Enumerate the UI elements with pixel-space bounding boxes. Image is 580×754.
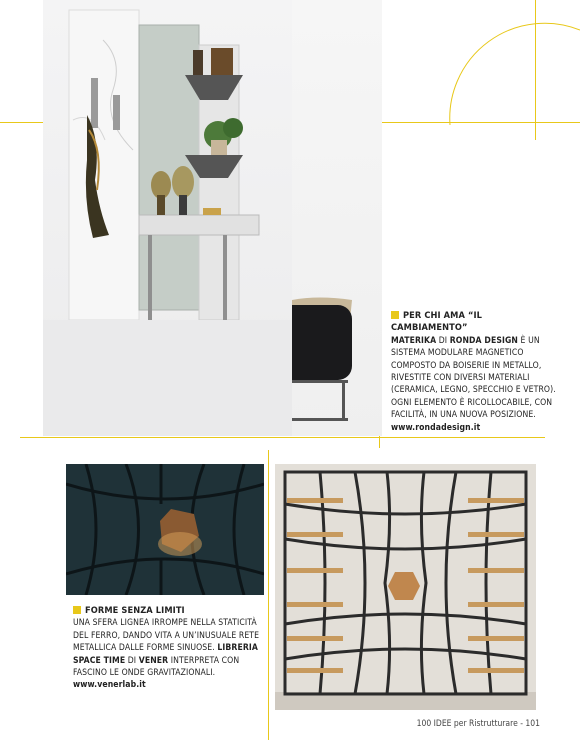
deco-arc [440,20,580,140]
feature2-connector: DI [125,655,139,666]
feature1-body: È UN SISTEMA MODULARE MAGNETICO COMPOSTO DA BOISERIE IN METALLO, RIVESTITE CON DIVERSI MATERIALI (CERAMICA, LEGNO, SPECCHIO E VETRO). OGNI ELEMENTO È RICOLLOCABILE, CON FACILITÀ, IN UNA NUOVA POSIZIONE. [391,335,556,421]
space-time-bookcase-photo [275,464,536,710]
feature2-body2: INTERPRETA CON FASCINO LE ONDE GRAVITAZIONALI. [73,655,240,679]
feature1-heading: PER CHI AMA “IL CAMBIAMENTO” [391,310,483,334]
feature1-url[interactable]: www.rondadesign.it [391,422,481,433]
feature2-product: LIBRERIA SPACE TIME [73,643,258,666]
deco-line [0,122,43,123]
feature2-body1: UNA SFERA LIGNEA IRROMPE NELLA STATICITÀ DEL FERRO, DANDO VITA A UN’INUSUALE RETE METALLICA DALLE FORME SINUOSE. [73,618,260,654]
feature1-body-block [391,335,561,422]
feature2-heading: FORME SENZA LIMITI [85,605,185,616]
feature1-connector: DI [436,335,450,346]
feature2-heading-row [73,605,263,617]
feature2-url[interactable]: www.venerlab.it [73,680,146,691]
feature1-caption [391,310,561,434]
deco-line [268,450,269,740]
yellow-square-icon [391,311,399,319]
yellow-square-icon [73,606,81,614]
feature1-product: MATERIKA [391,335,437,346]
feature2-brand: VENER [138,655,169,666]
feature2-body-block [73,617,263,679]
feature2-caption [73,605,263,692]
feature1-brand: RONDA DESIGN [449,335,518,346]
deco-line [20,437,545,438]
stool-photo [292,0,382,436]
space-time-detail-photo [66,464,264,595]
materika-photo [43,0,292,436]
page-footer: 100 IDEE per Ristrutturare - 101 [416,719,540,729]
feature1-heading-row [391,310,561,335]
